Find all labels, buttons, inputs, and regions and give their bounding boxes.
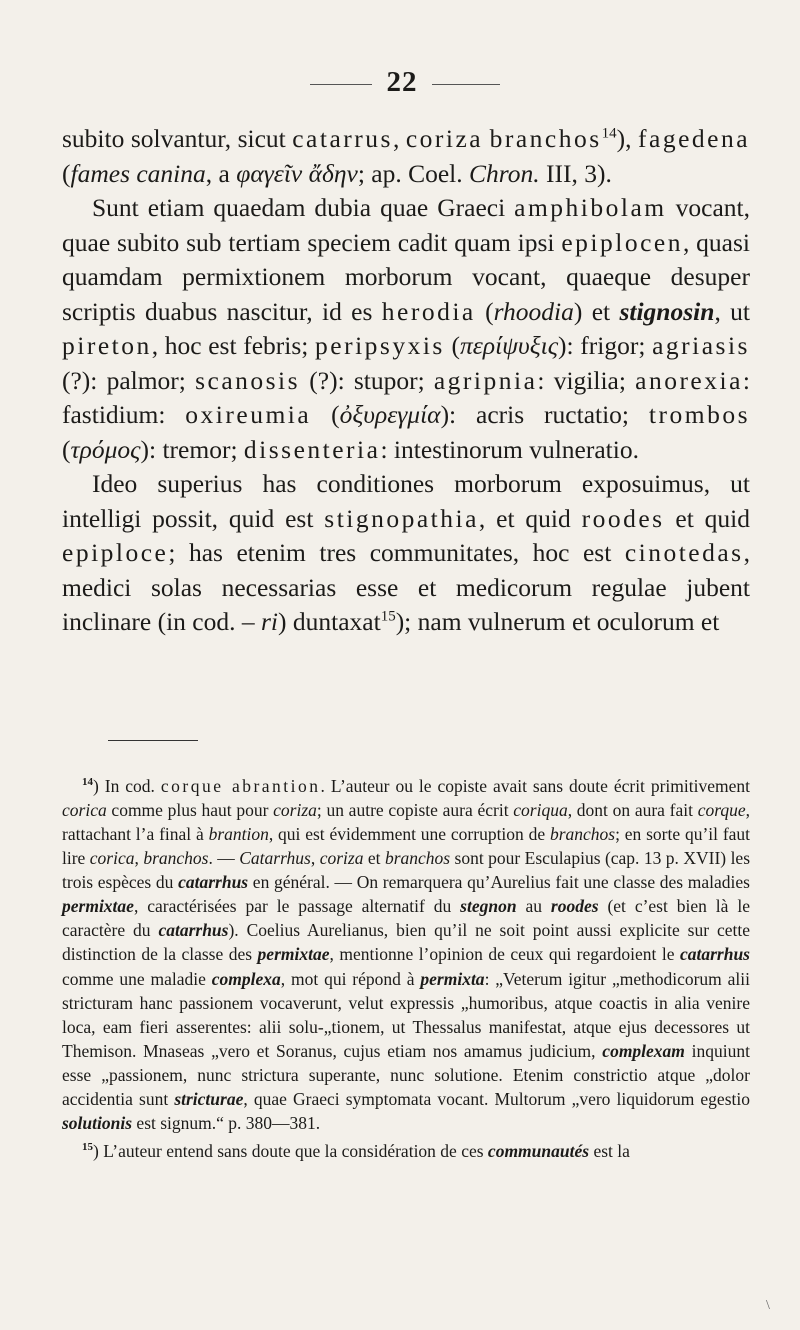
text-run: , qui est évidemment une corruption de xyxy=(268,824,550,845)
spaced-term: fagedena xyxy=(638,124,751,153)
spaced-term: catarrus xyxy=(292,124,393,153)
text-run: : fastidium: xyxy=(62,365,750,429)
text-run: ): frigor; xyxy=(558,331,653,360)
text-run: ; has etenim tres communitates, hoc est xyxy=(168,538,625,567)
italic-term: coriza xyxy=(319,848,364,869)
italic-term: corica xyxy=(89,848,135,869)
greek-term: περίψυξις xyxy=(460,331,559,360)
text-run: , medici solas necessarias esse et medicorum regulae jubent inclinare (in cod. – xyxy=(62,538,750,636)
footnote-ref-15[interactable]: 15 xyxy=(380,608,396,625)
footnote-number: 15 xyxy=(82,1141,93,1154)
italic-term: catarrhus xyxy=(178,872,249,893)
greek-term: τρόμος xyxy=(70,434,141,464)
text-run: Sunt etiam quaedam dubia quae Graeci xyxy=(92,193,515,222)
italic-term: catarrhus xyxy=(158,920,229,941)
text-run: Ideo superius has conditiones morborum exposuimus, ut intelligi possit, quid est xyxy=(62,469,750,533)
italic-term: branchos xyxy=(384,848,451,869)
spaced-term: amphibolam xyxy=(514,193,667,222)
text-run: , xyxy=(134,848,144,869)
italic-term: brantion xyxy=(208,824,269,845)
text-run: , quasi quamdam permixtionem morborum vocant, quaeque desuper scriptis duabus nascitur, id es xyxy=(62,227,750,326)
text-run: , quae Graeci symptomata vocant. Multorum „vero liquidorum egestio xyxy=(243,1089,750,1110)
text-run: ( xyxy=(311,400,340,429)
italic-term: solutionis xyxy=(62,1113,133,1134)
text-run: ) L’auteur entend sans doute que la considération de ces xyxy=(93,1141,488,1162)
text-run: , xyxy=(310,848,320,869)
spaced-term: peripsyxis xyxy=(315,331,445,360)
text-run: ), xyxy=(616,124,639,153)
text-run: , et quid xyxy=(478,503,582,533)
text-run: au xyxy=(516,896,551,917)
footnote-14 xyxy=(62,770,750,1135)
text-run: ( xyxy=(475,296,494,326)
header-rule-left xyxy=(310,84,372,85)
spaced-term: oxireumia xyxy=(185,400,312,429)
italic-term: roodes xyxy=(550,896,599,917)
text-run: ( xyxy=(62,434,71,464)
spaced-term: stignopathia xyxy=(324,503,479,533)
text-run: , ut xyxy=(714,296,750,326)
spaced-term: dissenteria xyxy=(243,434,381,464)
italic-term: rhoodia xyxy=(493,296,574,326)
text-run: ) In cod. xyxy=(93,775,161,796)
text-run: comme une maladie xyxy=(62,968,212,989)
italic-term: fames canina xyxy=(70,158,206,188)
text-run: , rattachant l’a final à xyxy=(62,799,751,845)
greek-term: ὀξυρεγμία xyxy=(339,400,441,429)
text-run: est signum.“ p. 380—381. xyxy=(132,1113,321,1134)
footnote-number: 14 xyxy=(82,776,93,788)
spaced-term: roodes xyxy=(581,503,665,533)
italic-term: stricturae xyxy=(174,1089,244,1110)
italic-term: Chron. xyxy=(469,158,540,188)
italic-term: corque xyxy=(697,799,746,820)
italic-term: branchos xyxy=(143,848,209,869)
paragraph-3 xyxy=(62,467,750,640)
greek-term: φαγεῖν ἄδην xyxy=(236,158,358,188)
text-run: (?): palmor; xyxy=(62,365,196,395)
italic-term: coriqua xyxy=(513,799,568,820)
spaced-term: epiploce xyxy=(62,538,169,567)
spaced-term: cinotedas xyxy=(624,538,744,567)
text-run: sont pour Esculapius (cap. 13 p. XVII) les trois espèces du xyxy=(62,848,751,893)
paragraph-1 xyxy=(62,122,750,191)
text-run: et xyxy=(363,848,385,869)
text-run: en général. — On remarquera qu’Aurelius fait une classe des maladies xyxy=(248,872,750,893)
italic-term: permixtae xyxy=(257,944,330,965)
page-header xyxy=(0,64,800,104)
italic-term: stignosin xyxy=(619,296,715,326)
italic-term: ri xyxy=(260,607,278,636)
footnote-rule xyxy=(108,740,198,741)
spaced-term: epiplocen xyxy=(561,227,683,257)
text-run: , a xyxy=(205,158,237,188)
text-run: : vigilia; xyxy=(537,365,636,395)
text-run: ( xyxy=(62,158,71,188)
text-run: ): tremor; xyxy=(140,434,244,464)
paragraph-2 xyxy=(62,191,750,467)
text-run: , dont on aura fait xyxy=(567,799,698,820)
spaced-term: branchos xyxy=(489,124,602,153)
italic-term: coriza xyxy=(273,799,317,820)
italic-term: Catarrhus xyxy=(239,848,311,869)
text-run: ; ap. Coel. xyxy=(357,158,470,188)
italic-term: branchos xyxy=(549,824,616,845)
italic-term: complexa xyxy=(211,968,281,989)
text-run: vocant, quae subito sub tertiam speciem cadit quam ipsi xyxy=(62,193,750,257)
text-run: ): acris ructatio; xyxy=(440,400,649,429)
text-run: ; un autre copiste aura écrit xyxy=(316,799,514,820)
italic-term: corica xyxy=(62,799,107,820)
text-run: , caractérisées par le passage alternatif du xyxy=(133,896,461,917)
text-run: inquiunt esse „passionem, nunc strictura superante, nunc solutione. Etenim constrictio atque „dolor accidentia sunt xyxy=(62,1040,750,1110)
text-run: ); nam vulnerum et oculorum et xyxy=(395,607,720,636)
text-run: , hoc est febris; xyxy=(151,331,316,360)
text-run: est la xyxy=(589,1141,630,1162)
spaced-term: corque abrantion xyxy=(160,775,321,796)
italic-term: stegnon xyxy=(460,896,517,917)
text-run: , mot qui répond à xyxy=(280,968,421,989)
italic-term: permixtae xyxy=(62,896,134,917)
text-run: III, 3). xyxy=(539,158,612,188)
footnotes xyxy=(62,770,750,1163)
header-rule-right xyxy=(432,84,500,85)
page-number: 22 xyxy=(386,66,418,98)
italic-term: catarrhus xyxy=(679,944,750,965)
spaced-term: anorexia xyxy=(635,365,743,395)
footnote-15 xyxy=(62,1135,750,1163)
text-run: . L’auteur ou le copiste avait sans doute écrit primitivement xyxy=(320,775,751,796)
footnote-ref-14[interactable]: 14 xyxy=(601,125,617,142)
text-run: : intestinorum vulneratio. xyxy=(380,434,639,464)
text-run: comme plus haut pour xyxy=(106,799,274,820)
spaced-term: scanosis xyxy=(195,365,301,395)
main-text xyxy=(62,122,750,640)
spaced-term: herodia xyxy=(381,296,476,326)
text-run: , mentionne l’opinion de ceux qui regardoient le xyxy=(329,944,680,965)
text-run: ). Coelius Aurelianus, bien qu’il ne soit point aussi explicite sur cette distinction de la classe des xyxy=(62,920,750,965)
spaced-term: pireton xyxy=(62,331,152,360)
spaced-term: trombos xyxy=(648,400,750,429)
italic-term: complexam xyxy=(602,1040,685,1061)
text-run: ; en sorte qu’il faut lire xyxy=(62,824,751,869)
spaced-term: coriza xyxy=(405,124,484,153)
text-run: (?): stupor; xyxy=(300,365,434,395)
text-run: et quid xyxy=(664,503,750,533)
text-run: , xyxy=(392,124,406,153)
italic-term: communautés xyxy=(487,1141,590,1162)
spaced-term: agripnia xyxy=(433,365,538,395)
text-run: (et c’est bien là le caractère du xyxy=(62,896,750,941)
text-run: : „Veterum igitur „methodicorum alii stricturam hanc passionem vocaverunt, velut expressis „humoribus, atque coactis in alia venire loca, eam fieri asserentes: alii solu-„tionem, ut Thessalus manifestat, atque ejus decessores ut Themison. Mnaseas „vero et Soranus, cujus etiam nos amamus judicium, xyxy=(62,968,751,1061)
text-run: ) duntaxat xyxy=(278,607,381,636)
page-edge-mark: \ xyxy=(766,1298,770,1313)
text-run: subito solvantur, sicut xyxy=(62,124,293,153)
italic-term: permixta xyxy=(420,968,485,989)
text-run: ( xyxy=(444,331,460,360)
spaced-term: agriasis xyxy=(652,331,750,360)
text-run: ) et xyxy=(573,296,620,326)
text-run: . — xyxy=(208,848,240,869)
